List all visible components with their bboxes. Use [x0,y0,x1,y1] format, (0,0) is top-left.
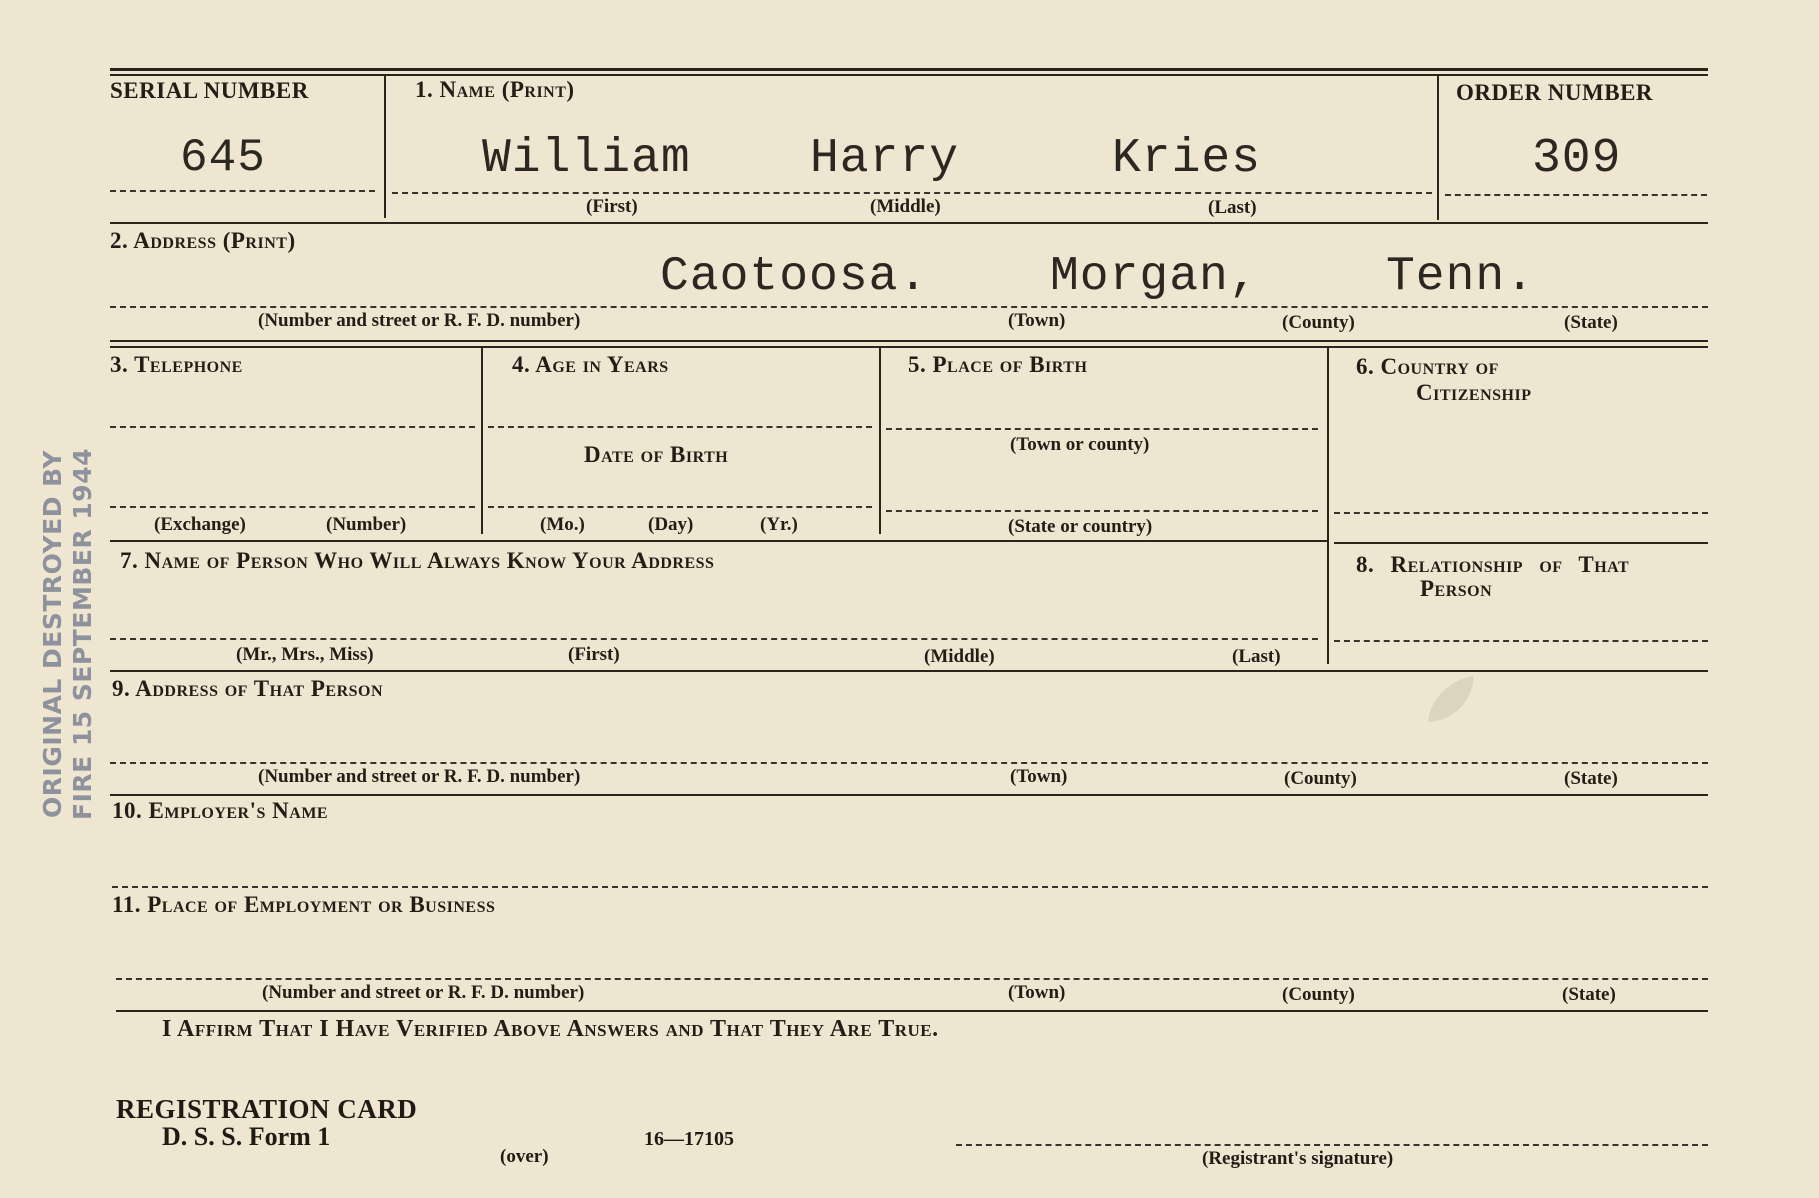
row8-top-line [1334,542,1708,544]
registration-card-title: REGISTRATION CARD [116,1094,418,1124]
month-caption: (Mo.) [540,514,585,535]
order-divider [1437,76,1439,220]
row3-divider-3 [1327,348,1329,664]
town-county-caption: (Town or county) [1010,434,1150,455]
contact-address-label: 9. Address of That Person [112,676,384,701]
employment-street-caption: (Number and street or R. F. D. number) [262,982,585,1003]
row10-top-line [110,794,1708,796]
serial-number-value: 645 [180,132,266,184]
stamp-line-1: ORIGINAL DESTROYED BY [38,450,67,818]
state-country-caption: (State or country) [1008,516,1153,537]
address-town-value: Caotoosa. [660,250,929,304]
age-dash [488,426,872,428]
first-name-value: William [482,132,691,186]
last-caption: (Last) [1208,197,1257,218]
employment-town-caption: (Town) [1008,982,1066,1003]
phone-number-caption: (Number) [326,514,407,535]
address-street-caption: (Number and street or R. F. D. number) [258,310,581,331]
row3-top-line-inner [110,346,1708,348]
address-state-caption: (State) [1564,312,1618,333]
affirmation-text: I Affirm That I Have Verified Above Answers and That They Are True. [162,1016,939,1042]
last-name-value: Kries [1112,132,1262,186]
stamp-line-2: FIRE 15 SEPTEMBER 1944 [68,448,97,820]
dob-label: Date of Birth [584,442,729,467]
dob-dash [488,506,872,508]
employment-state-caption: (State) [1562,984,1616,1005]
birthplace-dash-1 [886,428,1318,430]
over-note: (over) [500,1146,549,1167]
middle-name-value: Harry [810,132,960,186]
mr-mrs-miss-caption: (Mr., Mrs., Miss) [236,644,374,665]
birthplace-label: 5. Place of Birth [908,352,1088,377]
name-label: 1. Name (Print) [415,77,575,102]
fire-destroyed-stamp [38,448,98,820]
contact-name-dash [110,638,1318,640]
employment-place-label: 11. Place of Employment or Business [112,892,496,917]
address-county-caption: (County) [1282,312,1355,333]
exchange-caption: (Exchange) [154,514,246,535]
name-dash [392,192,1432,194]
day-caption: (Day) [648,514,694,535]
signature-caption: (Registrant's signature) [1202,1148,1394,1169]
address-county-value: Morgan, [1050,250,1259,304]
citizenship-dash [1334,512,1708,514]
telephone-dash-1 [110,426,475,428]
row3-divider-1 [481,348,483,534]
row3-divider-2 [879,348,881,534]
order-number-value: 309 [1532,132,1622,186]
address-town-caption: (Town) [1008,310,1066,331]
print-code: 16—17105 [644,1128,734,1150]
affirm-top-line [116,1010,1708,1012]
citizenship-label-1: 6. Country of [1356,354,1499,379]
address-dash [110,306,1708,308]
employment-county-caption: (County) [1282,984,1355,1005]
middle-caption: (Middle) [870,196,941,217]
order-number-label: ORDER NUMBER [1456,80,1654,105]
form-number: D. S. S. Form 1 [162,1122,331,1151]
serial-number-label: SERIAL NUMBER [110,78,309,103]
serial-divider [384,76,386,218]
contact-last-caption: (Last) [1232,646,1281,667]
birthplace-dash-2 [886,510,1318,512]
first-caption: (First) [586,196,638,217]
relationship-label-2: Person [1420,576,1493,601]
contact-street-caption: (Number and street or R. F. D. number) [258,766,581,787]
order-dash [1445,194,1707,196]
relationship-label-1: 8. Relationship of That [1356,552,1630,577]
contact-middle-caption: (Middle) [924,646,995,667]
address-state-value: Tenn. [1386,250,1536,304]
employment-place-dash [116,978,1708,980]
telephone-label: 3. Telephone [110,352,243,377]
smudge-mark [1420,670,1480,730]
telephone-dash-2 [110,506,475,508]
address-label: 2. Address (Print) [110,228,296,253]
serial-dash [110,190,375,192]
citizenship-label-2: Citizenship [1416,380,1532,405]
contact-first-caption: (First) [568,644,620,665]
signature-line [956,1144,1708,1146]
contact-name-label: 7. Name of Person Who Will Always Know Your Address [120,548,715,573]
top-border-inner [110,74,1708,76]
row7-top-line [110,540,1328,542]
contact-town-caption: (Town) [1010,766,1068,787]
contact-state-caption: (State) [1564,768,1618,789]
row3-top-line [110,340,1708,342]
relationship-dash [1334,640,1708,642]
employer-name-label: 10. Employer's Name [112,798,329,823]
employer-name-dash [112,886,1708,888]
contact-county-caption: (County) [1284,768,1357,789]
header-bottom-line [110,222,1708,224]
top-border [110,68,1708,71]
contact-address-dash [110,762,1708,764]
age-label: 4. Age in Years [512,352,669,377]
year-caption: (Yr.) [760,514,798,535]
